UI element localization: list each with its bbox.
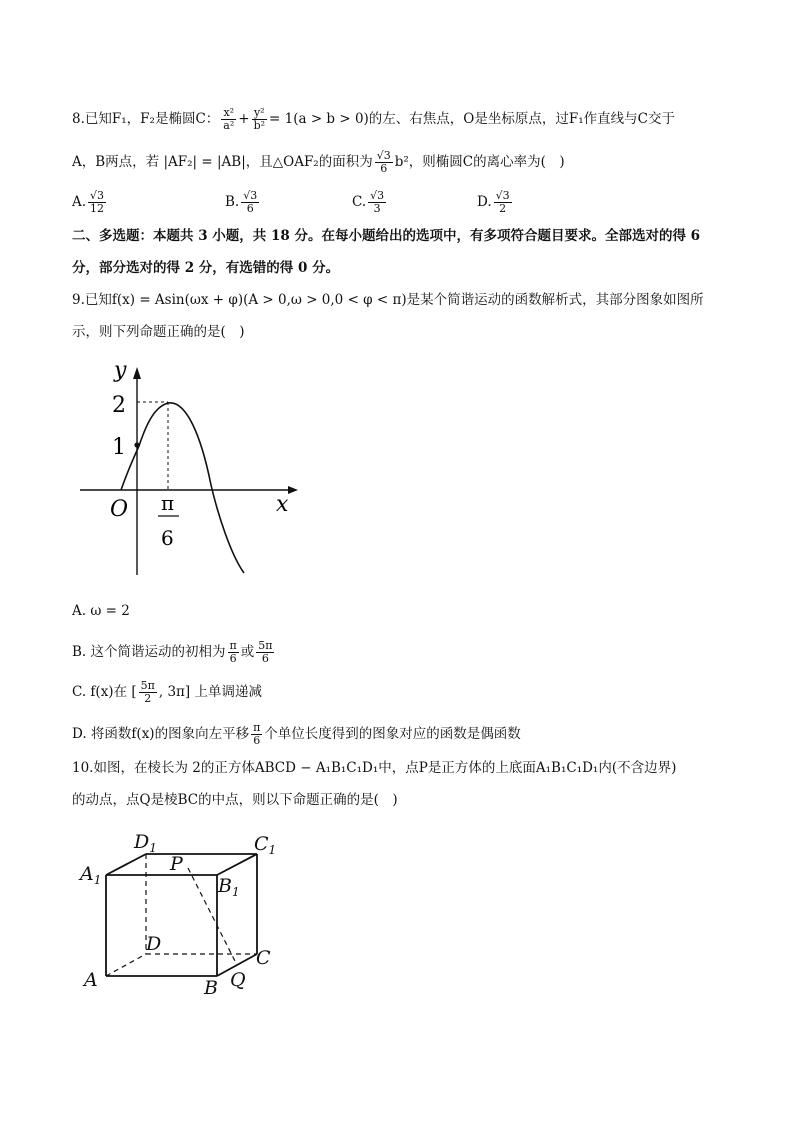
y-axis-arrow (133, 367, 141, 379)
q9-line2: 示，则下列命题正确的是( ) (72, 324, 245, 340)
tick-label-2: 2 (112, 393, 126, 418)
section2-line2: 分，部分选对的得 2 分，有选错的得 0 分。 (72, 260, 340, 276)
area-frac: $\frac{√3}{6}$ (376, 149, 391, 175)
label-d: D (146, 933, 162, 955)
label-b1: $B_1$ (218, 875, 240, 899)
label-a: A (84, 969, 98, 991)
x-axis-label: x (276, 492, 289, 517)
q8-text-b: = 1(a > b > 0)的左、右焦点，O是坐标原点，过F₁作直线与C交于 (269, 111, 675, 127)
edge-a-d (106, 954, 146, 976)
label-q: Q (230, 969, 246, 991)
label-p: P (170, 853, 183, 875)
label-b: B (204, 977, 218, 998)
q9-option-c: C. f(x)在 [ $\frac{5\pi}{2}$ , 3π] 上单调递减 (72, 679, 262, 705)
sine-graph (76, 355, 306, 580)
origin-label: O (110, 497, 129, 522)
q8-option-c: C. $\frac{√3}{3}$ (352, 189, 385, 215)
x-axis-arrow (288, 486, 298, 494)
label-c: C (256, 947, 271, 969)
edge-b1-c1 (217, 854, 257, 875)
label-a1: $A_1$ (80, 863, 102, 887)
q9-option-b: B. 这个简谐运动的初相为 $\frac{\pi}{6}$ 或 $\frac{5\pi}{6}$ (72, 639, 273, 665)
ellipse-frac-x: $\frac{\text{x²}}{\text{a²}}$ (223, 106, 235, 132)
tick-label-pi: π (161, 491, 175, 515)
label-c1: $C_1$ (254, 833, 277, 857)
q8-line2: A，B两点，若 |AF₂| = |AB|，且△OAF₂的面积为 $\frac{√3}{6}$ b²，则椭圆C的离心率为( ) (72, 149, 565, 175)
q8-text-a: 8.已知F₁，F₂是椭圆C： (72, 111, 220, 127)
tick-label-6: 6 (161, 526, 174, 550)
tick-label-1: 1 (112, 435, 126, 460)
q8-line1: 8.已知F₁，F₂是椭圆C： $\frac{\text{x²}}{\text{a²}}$ + $\frac{\text{y²}}{\text{b²}}$ = 1(a > b > 0)的左、右焦点，O是坐标原点，过F₁作直线与C交于 (72, 106, 675, 132)
sine-curve (121, 403, 244, 573)
q8-option-d: D. $\frac{√3}{2}$ (477, 189, 510, 215)
q8-option-a: A. $\frac{√3}{12}$ (72, 189, 105, 215)
cube-figure (76, 826, 296, 998)
q8-option-b: B. $\frac{√3}{6}$ (225, 189, 258, 215)
q10-line1: 10.如图，在棱长为 2的正方体ABCD − A₁B₁C₁D₁中，点P是正方体的上底面A₁B₁C₁D₁内(不含边界) (72, 760, 677, 776)
ellipse-frac-y: $\frac{\text{y²}}{\text{b²}}$ (253, 106, 266, 132)
y-axis-label: y (114, 358, 127, 383)
q9-option-a: A. ω = 2 (72, 603, 130, 619)
edge-a1-d1 (106, 854, 146, 875)
q9-line1: 9.已知f(x) = Asin(ωx + φ)(A > 0,ω > 0,0 < φ < π)是某个简谐运动的函数解析式，其部分图象如图所 (72, 292, 704, 308)
y-intercept-point (134, 442, 139, 447)
q10-line2: 的动点，点Q是棱BC的中点，则以下命题正确的是( ) (72, 792, 398, 808)
label-d1: $D_1$ (134, 831, 157, 855)
section2-line1: 二、多选题：本题共 3 小题，共 18 分。在每小题给出的选项中，有多项符合题目要求。全部选对的得 6 (72, 228, 701, 244)
q9-option-d: D. 将函数f(x)的图象向左平移 $\frac{\pi}{6}$ 个单位长度得到的图象对应的函数是偶函数 (72, 721, 521, 747)
